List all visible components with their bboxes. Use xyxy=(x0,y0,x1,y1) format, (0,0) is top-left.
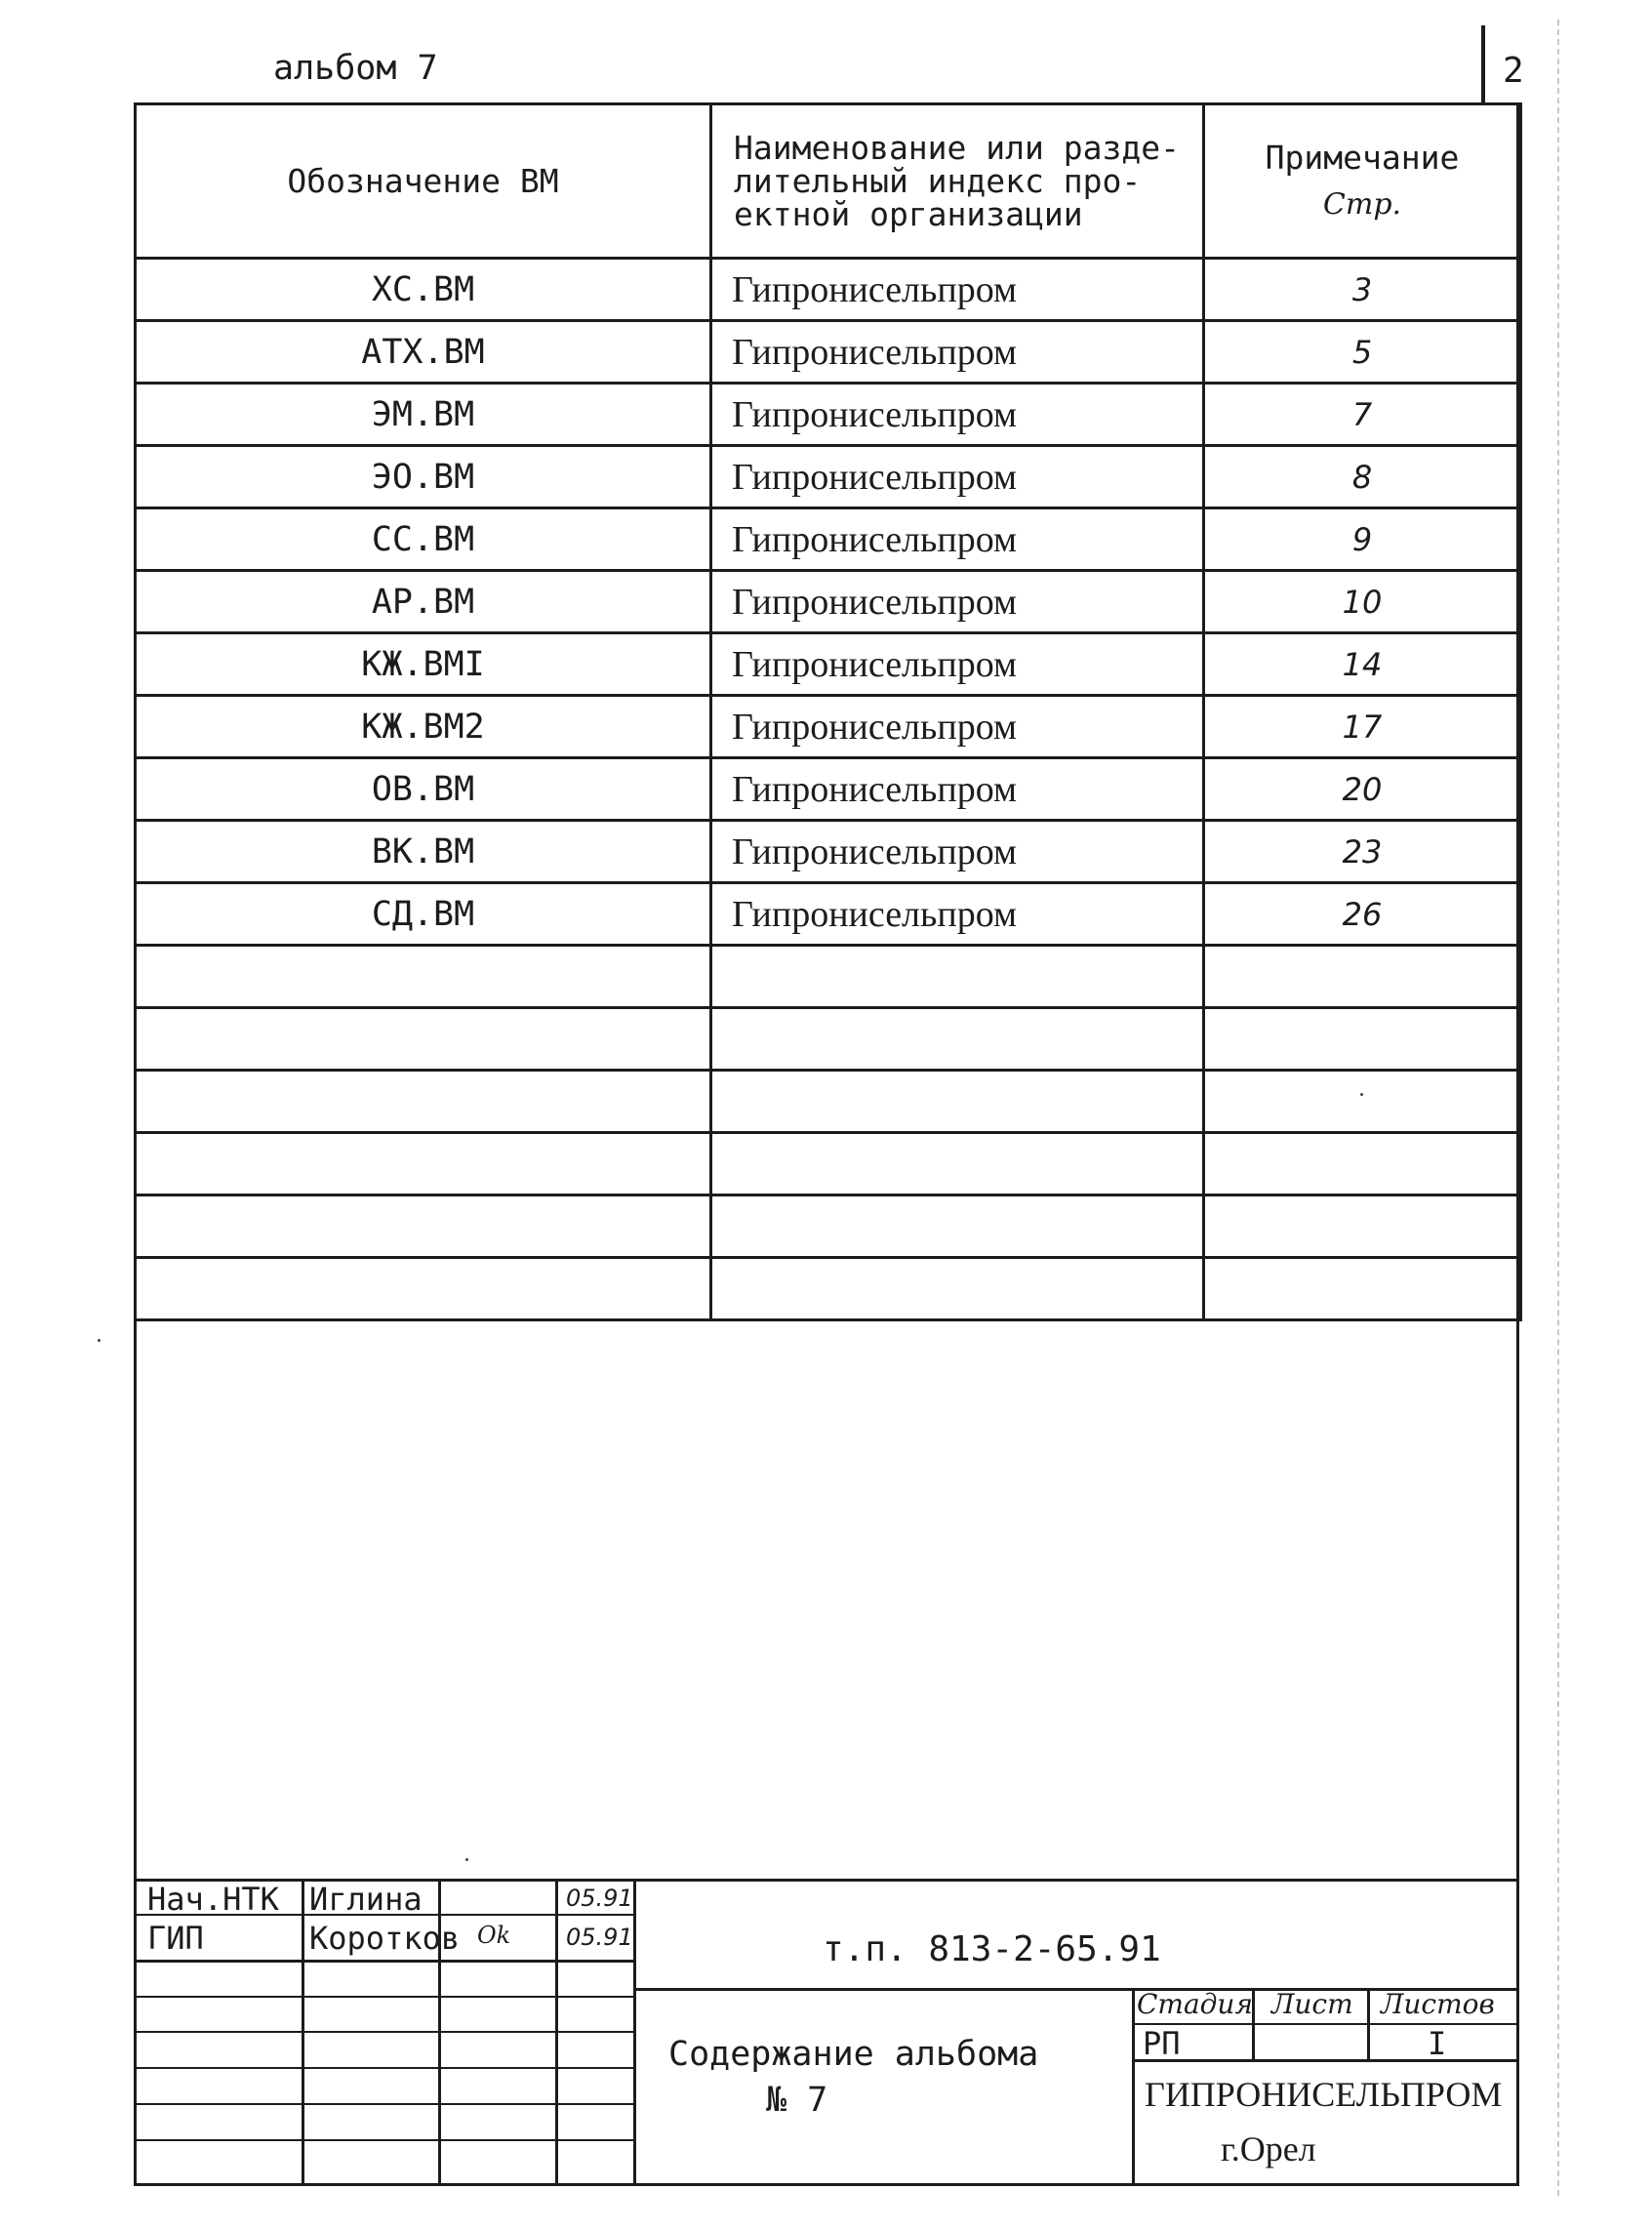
cell-designation xyxy=(136,1008,711,1071)
tb-line xyxy=(134,2031,633,2033)
table-row xyxy=(136,883,1521,946)
cell-page: 8 xyxy=(1204,446,1521,508)
signature-name: Иглина xyxy=(309,1881,423,1918)
cell-designation: КЖ.ВМ2 xyxy=(136,696,711,758)
cell-page: 9 xyxy=(1204,508,1521,571)
table-row xyxy=(136,571,1521,633)
tb-line xyxy=(134,2103,633,2105)
cell-designation: СД.ВМ xyxy=(136,883,711,946)
cell-organization: Гипронисельпром xyxy=(711,696,1204,758)
table-row xyxy=(136,1258,1521,1320)
cell-page xyxy=(1204,1258,1521,1320)
signature-role: ГИП xyxy=(147,1920,204,1957)
organization-name: ГИПРОНИСЕЛЬПРОМ xyxy=(1145,2075,1503,2114)
table-row xyxy=(136,1133,1521,1196)
cell-designation xyxy=(136,946,711,1008)
cell-page: 17 xyxy=(1204,696,1521,758)
table-row xyxy=(136,633,1521,696)
cell-organization xyxy=(711,1258,1204,1320)
sheets-label: Листов xyxy=(1381,1988,1495,2020)
table-row xyxy=(136,946,1521,1008)
tb-line xyxy=(134,1960,633,1963)
cell-designation: ВК.ВМ xyxy=(136,821,711,883)
cell-organization: Гипронисельпром xyxy=(711,633,1204,696)
tb-line xyxy=(134,2139,633,2141)
table-row xyxy=(136,321,1521,384)
header-note-page-label: Стр. xyxy=(1322,186,1402,222)
binding-edge xyxy=(1557,20,1559,2196)
cell-organization xyxy=(711,1133,1204,1196)
cell-organization: Гипронисельпром xyxy=(711,259,1204,321)
table-row xyxy=(136,696,1521,758)
tb-line xyxy=(633,1879,636,2186)
table-row xyxy=(136,384,1521,446)
cell-organization xyxy=(711,946,1204,1008)
cell-page: 7 xyxy=(1204,384,1521,446)
stage-label: Стадия xyxy=(1137,1988,1253,2020)
cell-organization: Гипронисельпром xyxy=(711,446,1204,508)
header-name-line: Наименование или разде- xyxy=(734,128,1180,167)
scan-speck xyxy=(1360,1093,1363,1096)
cell-designation: ЭМ.ВМ xyxy=(136,384,711,446)
cell-organization: Гипронисельпром xyxy=(711,384,1204,446)
cell-organization xyxy=(711,1008,1204,1071)
signature-name: Коротков xyxy=(309,1920,461,1957)
table-row xyxy=(136,758,1521,821)
header-name-line: лительный индекс про- xyxy=(734,161,1142,200)
cell-page: 14 xyxy=(1204,633,1521,696)
page-number: 2 xyxy=(1503,51,1524,91)
cell-designation: СС.ВМ xyxy=(136,508,711,571)
table-body xyxy=(136,259,1521,1320)
tb-line xyxy=(1132,1988,1135,2186)
cell-page xyxy=(1204,1133,1521,1196)
table-header-row xyxy=(136,104,1521,259)
cell-designation: ОВ.ВМ xyxy=(136,758,711,821)
header-note-label: Примечание xyxy=(1265,138,1460,177)
stage-value: РП xyxy=(1143,2025,1181,2062)
header-designation: Обозначение ВМ xyxy=(136,104,711,259)
table-row xyxy=(136,508,1521,571)
cell-page: 20 xyxy=(1204,758,1521,821)
tb-line xyxy=(1132,2059,1519,2062)
cell-page xyxy=(1204,946,1521,1008)
scan-speck xyxy=(465,1858,468,1861)
contents-table xyxy=(134,102,1522,1321)
header-note xyxy=(1204,104,1521,259)
tb-line xyxy=(134,1996,633,1998)
cell-designation: КЖ.ВМI xyxy=(136,633,711,696)
table-row xyxy=(136,259,1521,321)
handwritten-signature: Ok xyxy=(477,1922,511,1949)
tb-line xyxy=(134,2067,633,2069)
cell-page xyxy=(1204,1008,1521,1071)
cell-page xyxy=(1204,1196,1521,1258)
cell-designation xyxy=(136,1133,711,1196)
cell-page: 26 xyxy=(1204,883,1521,946)
cell-designation: АТХ.ВМ xyxy=(136,321,711,384)
organization-city: г.Орел xyxy=(1221,2129,1316,2168)
cell-designation: ХС.ВМ xyxy=(136,259,711,321)
signature-date: 05.91 xyxy=(566,1924,633,1951)
cell-organization xyxy=(711,1071,1204,1133)
cell-organization: Гипронисельпром xyxy=(711,758,1204,821)
cell-page: 23 xyxy=(1204,821,1521,883)
document-code: т.п. 813-2-65.91 xyxy=(823,1929,1161,1969)
cell-organization: Гипронисельпром xyxy=(711,321,1204,384)
album-label: альбом 7 xyxy=(273,49,438,88)
signature-date: 05.91 xyxy=(566,1885,633,1912)
sheets-value: I xyxy=(1428,2025,1447,2062)
cell-organization: Гипронисельпром xyxy=(711,571,1204,633)
cell-organization: Гипронисельпром xyxy=(711,883,1204,946)
header-name-line: ектной организации xyxy=(734,194,1083,233)
album-number: № 7 xyxy=(766,2081,828,2120)
cell-page: 10 xyxy=(1204,571,1521,633)
table-row xyxy=(136,1071,1521,1133)
page-number-divider xyxy=(1481,25,1485,103)
title-block xyxy=(134,1879,1519,2186)
signature-role: Нач.НТК xyxy=(147,1881,279,1918)
table-row xyxy=(136,821,1521,883)
sheet-label: Лист xyxy=(1271,1988,1353,2020)
cell-designation: АР.ВМ xyxy=(136,571,711,633)
header-name xyxy=(711,104,1204,259)
cell-page: 3 xyxy=(1204,259,1521,321)
scan-speck xyxy=(98,1339,101,1342)
cell-designation xyxy=(136,1258,711,1320)
document-title: Содержание альбома xyxy=(668,2035,1039,2074)
cell-page xyxy=(1204,1071,1521,1133)
cell-organization: Гипронисельпром xyxy=(711,508,1204,571)
table-row xyxy=(136,1008,1521,1071)
cell-designation: ЭО.ВМ xyxy=(136,446,711,508)
table-row xyxy=(136,1196,1521,1258)
cell-organization xyxy=(711,1196,1204,1258)
table-row xyxy=(136,446,1521,508)
tb-line xyxy=(1367,1988,1370,2060)
cell-designation xyxy=(136,1071,711,1133)
cell-page: 5 xyxy=(1204,321,1521,384)
cell-designation xyxy=(136,1196,711,1258)
cell-organization: Гипронисельпром xyxy=(711,821,1204,883)
tb-line xyxy=(1132,2023,1519,2025)
